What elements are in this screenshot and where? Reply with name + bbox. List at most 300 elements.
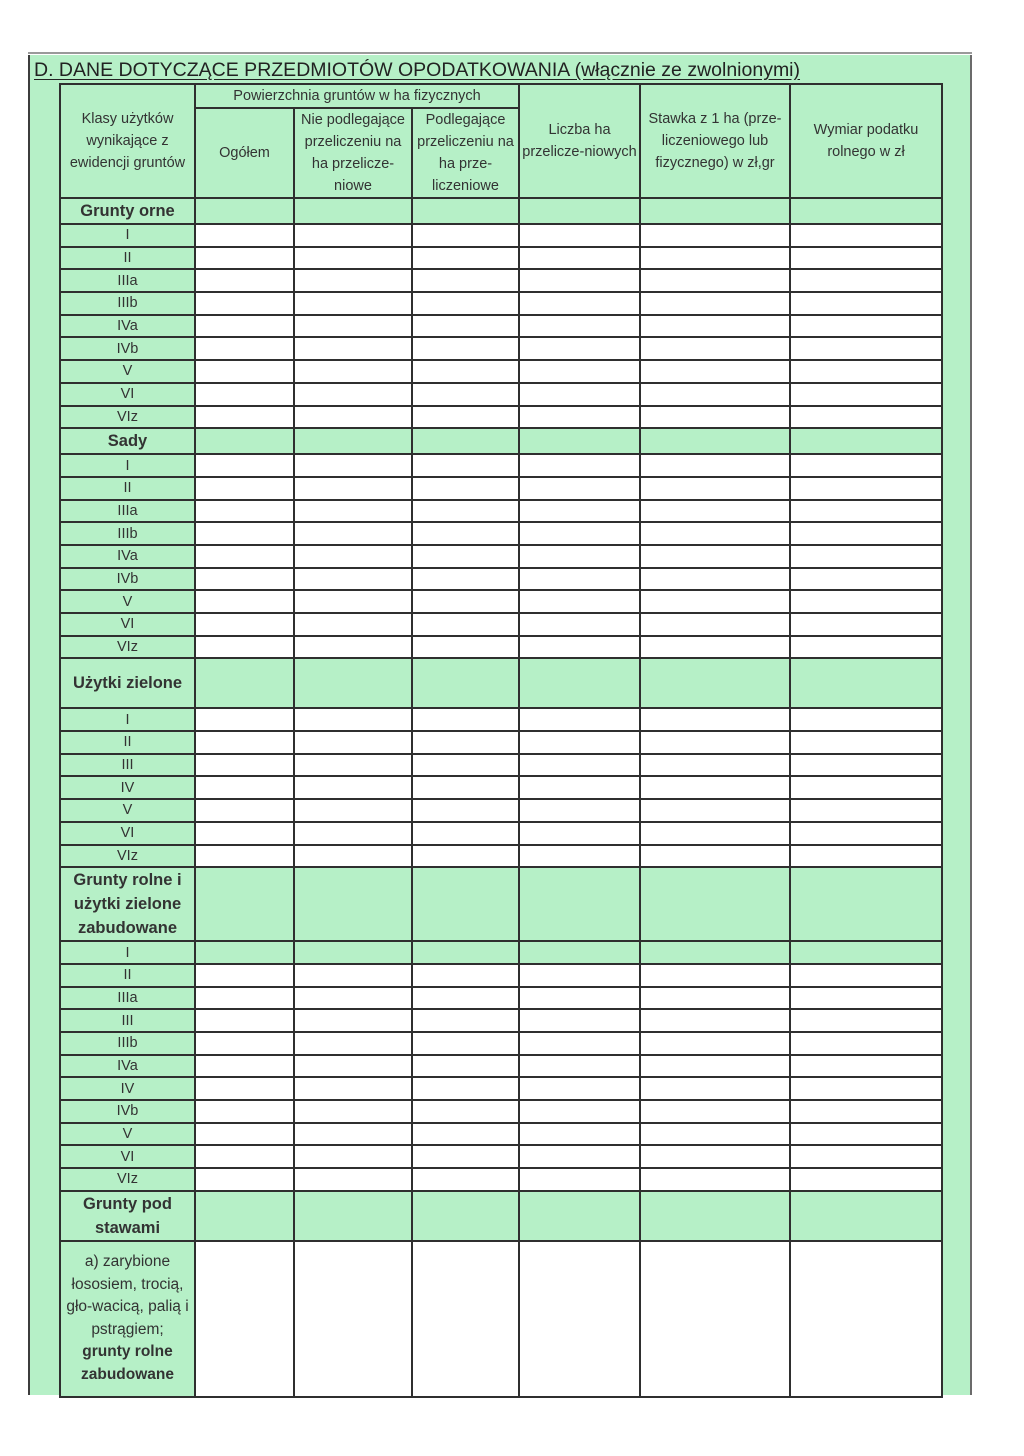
table-row — [60, 754, 942, 777]
area-subject-input[interactable] — [412, 545, 519, 568]
area-not-subject-input[interactable] — [294, 383, 412, 406]
table-row — [60, 776, 942, 799]
area-subject-input[interactable] — [412, 1009, 519, 1032]
converted-ha-input[interactable] — [519, 1100, 640, 1123]
tax-amount-input[interactable] — [790, 731, 942, 754]
area-subject-input[interactable] — [412, 776, 519, 799]
tax-amount-input[interactable] — [790, 590, 942, 613]
converted-ha-input[interactable] — [519, 269, 640, 292]
area-not-subject-input[interactable] — [294, 822, 412, 845]
category-subtotal-cell — [519, 428, 640, 454]
area-total-input[interactable] — [195, 292, 294, 315]
area-not-subject-input[interactable] — [294, 754, 412, 777]
area-subject-input[interactable] — [412, 269, 519, 292]
table-row — [60, 1055, 942, 1078]
area-total-input[interactable] — [195, 636, 294, 659]
converted-ha-input[interactable] — [519, 590, 640, 613]
converted-ha-input[interactable] — [519, 568, 640, 591]
scan-edge — [28, 52, 972, 54]
area-not-subject-input[interactable] — [294, 776, 412, 799]
table-row — [60, 822, 942, 845]
area-not-subject-input[interactable] — [294, 1009, 412, 1032]
area-not-subject-input[interactable] — [294, 545, 412, 568]
area-not-subject-input[interactable] — [294, 360, 412, 383]
area-subject-input[interactable] — [412, 1032, 519, 1055]
converted-ha-input[interactable] — [519, 964, 640, 987]
area-total-input[interactable] — [195, 500, 294, 523]
table-row — [60, 1168, 942, 1191]
land-tax-table — [59, 83, 943, 1398]
area-subject-input[interactable] — [412, 454, 519, 477]
tax-amount-input[interactable] — [790, 1009, 942, 1032]
converted-ha-input[interactable] — [519, 613, 640, 636]
tax-amount-input[interactable] — [790, 292, 942, 315]
area-subject-input[interactable] — [412, 406, 519, 429]
section-d-form — [28, 55, 972, 1395]
converted-ha-input[interactable] — [519, 1077, 640, 1100]
tax-amount-input[interactable] — [790, 337, 942, 360]
area-subject-input[interactable] — [412, 224, 519, 247]
area-total-input[interactable] — [195, 987, 294, 1010]
land-class-label: VIz — [60, 636, 195, 659]
rate-input[interactable] — [640, 269, 790, 292]
land-class-label: III — [60, 1009, 195, 1032]
area-subject-input[interactable] — [412, 941, 519, 964]
table-row — [60, 964, 942, 987]
tax-amount-input[interactable] — [790, 224, 942, 247]
category-row — [60, 1191, 942, 1241]
area-not-subject-input[interactable] — [294, 636, 412, 659]
table-body — [60, 84, 942, 1397]
tax-amount-input[interactable] — [790, 1123, 942, 1146]
area-total-input[interactable] — [195, 360, 294, 383]
converted-ha-input[interactable] — [519, 522, 640, 545]
rate-input[interactable] — [640, 360, 790, 383]
area-total-input[interactable] — [195, 799, 294, 822]
rate-input[interactable] — [640, 406, 790, 429]
area-not-subject-input[interactable] — [294, 987, 412, 1010]
converted-ha-input[interactable] — [519, 315, 640, 338]
rate-input[interactable] — [640, 613, 790, 636]
converted-ha-input[interactable] — [519, 1168, 640, 1191]
area-not-subject-input[interactable] — [294, 568, 412, 591]
rate-input[interactable] — [640, 1168, 790, 1191]
converted-ha-input[interactable] — [519, 845, 640, 868]
tax-amount-input[interactable] — [790, 406, 942, 429]
rate-input[interactable] — [640, 545, 790, 568]
area-not-subject-input[interactable] — [294, 247, 412, 270]
land-class-label: IVb — [60, 568, 195, 591]
header-class-column: Klasy użytków wynikające z ewidencji gruntów — [60, 84, 195, 198]
converted-ha-input[interactable] — [519, 799, 640, 822]
tax-amount-input[interactable] — [790, 568, 942, 591]
area-not-subject-input[interactable] — [294, 1055, 412, 1078]
table-row — [60, 315, 942, 338]
area-not-subject-input[interactable] — [294, 613, 412, 636]
area-total-input[interactable] — [195, 568, 294, 591]
rate-input[interactable] — [640, 1145, 790, 1168]
table-row — [60, 1077, 942, 1100]
area-subject-input[interactable] — [412, 613, 519, 636]
table-row — [60, 845, 942, 868]
land-class-label: I — [60, 454, 195, 477]
area-total-input[interactable] — [195, 964, 294, 987]
tax-amount-input[interactable] — [790, 1168, 942, 1191]
tax-amount-input[interactable] — [790, 522, 942, 545]
area-total-input[interactable] — [195, 1123, 294, 1146]
table-row — [60, 454, 942, 477]
area-subject-input[interactable] — [412, 822, 519, 845]
area-not-subject-input[interactable] — [294, 522, 412, 545]
converted-ha-input[interactable] — [519, 1145, 640, 1168]
area-subject-input[interactable] — [412, 799, 519, 822]
section-title: D. DANE DOTYCZĄCE PRZEDMIOTÓW OPODATKOWANIA (włącznie ze zwolnionymi) — [34, 59, 801, 81]
rate-input[interactable] — [640, 500, 790, 523]
tax-amount-input[interactable] — [790, 636, 942, 659]
ponds-built-text: grunty rolne zabudowane — [80, 1343, 174, 1383]
rate-input[interactable] — [640, 224, 790, 247]
converted-ha-input[interactable] — [519, 1032, 640, 1055]
rate-input[interactable] — [640, 1032, 790, 1055]
land-class-label: IIIb — [60, 522, 195, 545]
area-subject-input[interactable] — [412, 1055, 519, 1078]
rate-input[interactable] — [640, 337, 790, 360]
category-subtotal-cell — [195, 428, 294, 454]
area-not-subject-input[interactable] — [294, 1123, 412, 1146]
rate-input[interactable] — [640, 1009, 790, 1032]
area-total-input[interactable] — [195, 845, 294, 868]
converted-ha-input[interactable] — [519, 1123, 640, 1146]
converted-ha-input[interactable] — [519, 500, 640, 523]
area-subject-input[interactable] — [412, 315, 519, 338]
land-class-label: III — [60, 754, 195, 777]
area-total-input[interactable] — [195, 545, 294, 568]
area-subject-input[interactable] — [412, 1145, 519, 1168]
tax-amount-input[interactable] — [790, 776, 942, 799]
rate-input[interactable] — [640, 247, 790, 270]
land-class-label: IV — [60, 776, 195, 799]
table-row — [60, 1009, 942, 1032]
area-subject-input[interactable] — [412, 590, 519, 613]
table-row — [60, 941, 942, 964]
area-not-subject-input[interactable] — [294, 799, 412, 822]
tax-amount-input[interactable] — [790, 845, 942, 868]
land-class-label: IIIb — [60, 1032, 195, 1055]
area-not-subject-input[interactable] — [294, 500, 412, 523]
area-total-input[interactable] — [195, 941, 294, 964]
table-row — [60, 522, 942, 545]
tax-amount-input[interactable] — [790, 545, 942, 568]
rate-input[interactable] — [640, 1055, 790, 1078]
area-subject-input[interactable] — [412, 360, 519, 383]
area-not-subject-input[interactable] — [294, 1145, 412, 1168]
land-class-label: VIz — [60, 845, 195, 868]
category-subtotal-cell — [294, 428, 412, 454]
area-total-input[interactable] — [195, 822, 294, 845]
area-subject-input[interactable] — [412, 1100, 519, 1123]
rate-input[interactable] — [640, 1100, 790, 1123]
table-row — [60, 360, 942, 383]
tax-amount-input[interactable] — [790, 269, 942, 292]
tax-amount-input[interactable] — [790, 247, 942, 270]
land-class-label: IVb — [60, 1100, 195, 1123]
rate-input[interactable] — [640, 1123, 790, 1146]
area-subject-input[interactable] — [412, 500, 519, 523]
table-row — [60, 545, 942, 568]
tax-amount-input[interactable] — [790, 1241, 942, 1397]
area-not-subject-input[interactable] — [294, 269, 412, 292]
land-class-label: VI — [60, 1145, 195, 1168]
converted-ha-input[interactable] — [519, 708, 640, 731]
area-not-subject-input[interactable] — [294, 337, 412, 360]
header-area-group: Powierzchnia gruntów w ha fizycznych — [195, 84, 519, 108]
area-subject-input[interactable] — [412, 1168, 519, 1191]
rate-input[interactable] — [640, 522, 790, 545]
table-row — [60, 269, 942, 292]
area-total-input[interactable] — [195, 477, 294, 500]
converted-ha-input[interactable] — [519, 383, 640, 406]
rate-input[interactable] — [640, 315, 790, 338]
area-subject-input[interactable] — [412, 247, 519, 270]
area-total-input[interactable] — [195, 776, 294, 799]
area-subject-input[interactable] — [412, 731, 519, 754]
category-subtotal-cell — [519, 198, 640, 224]
area-total-input[interactable] — [195, 522, 294, 545]
area-subject-input[interactable] — [412, 1241, 519, 1397]
rate-input[interactable] — [640, 754, 790, 777]
converted-ha-input[interactable] — [519, 1009, 640, 1032]
area-not-subject-input[interactable] — [294, 1168, 412, 1191]
category-subtotal-cell — [519, 658, 640, 708]
converted-ha-input[interactable] — [519, 731, 640, 754]
area-total-input[interactable] — [195, 1032, 294, 1055]
land-class-label: IVa — [60, 545, 195, 568]
tax-amount-input[interactable] — [790, 360, 942, 383]
rate-input[interactable] — [640, 845, 790, 868]
area-not-subject-input[interactable] — [294, 964, 412, 987]
tax-amount-input[interactable] — [790, 477, 942, 500]
tax-amount-input[interactable] — [790, 1145, 942, 1168]
category-label: Użytki zielone — [60, 658, 195, 708]
rate-input[interactable] — [640, 477, 790, 500]
area-not-subject-input[interactable] — [294, 941, 412, 964]
area-not-subject-input[interactable] — [294, 454, 412, 477]
table-row — [60, 987, 942, 1010]
tax-amount-input[interactable] — [790, 613, 942, 636]
tax-amount-input[interactable] — [790, 754, 942, 777]
converted-ha-input[interactable] — [519, 987, 640, 1010]
area-subject-input[interactable] — [412, 383, 519, 406]
area-total-input[interactable] — [195, 613, 294, 636]
area-total-input[interactable] — [195, 731, 294, 754]
rate-input[interactable] — [640, 731, 790, 754]
area-total-input[interactable] — [195, 708, 294, 731]
category-subtotal-cell — [640, 867, 790, 941]
area-subject-input[interactable] — [412, 1123, 519, 1146]
table-row — [60, 224, 942, 247]
header-not-subject-column: Nie podlegające przeliczeniu na ha przelicze-niowe — [294, 108, 412, 198]
area-total-input[interactable] — [195, 590, 294, 613]
area-total-input[interactable] — [195, 315, 294, 338]
tax-amount-input[interactable] — [790, 1032, 942, 1055]
table-row — [60, 1145, 942, 1168]
category-subtotal-cell — [790, 658, 942, 708]
area-subject-input[interactable] — [412, 636, 519, 659]
rate-input[interactable] — [640, 964, 790, 987]
area-not-subject-input[interactable] — [294, 1241, 412, 1397]
area-total-input[interactable] — [195, 1055, 294, 1078]
category-subtotal-cell — [294, 658, 412, 708]
category-row — [60, 867, 942, 941]
converted-ha-input[interactable] — [519, 292, 640, 315]
area-not-subject-input[interactable] — [294, 292, 412, 315]
area-subject-input[interactable] — [412, 292, 519, 315]
area-subject-input[interactable] — [412, 708, 519, 731]
land-class-label: I — [60, 224, 195, 247]
area-total-input[interactable] — [195, 224, 294, 247]
converted-ha-input[interactable] — [519, 406, 640, 429]
tax-amount-input[interactable] — [790, 1077, 942, 1100]
land-class-label: IVb — [60, 337, 195, 360]
converted-ha-input[interactable] — [519, 224, 640, 247]
converted-ha-input[interactable] — [519, 247, 640, 270]
land-class-label: II — [60, 477, 195, 500]
area-subject-input[interactable] — [412, 568, 519, 591]
header-total-column: Ogółem — [195, 108, 294, 198]
land-class-label: V — [60, 360, 195, 383]
area-total-input[interactable] — [195, 406, 294, 429]
converted-ha-input[interactable] — [519, 754, 640, 777]
converted-ha-input[interactable] — [519, 636, 640, 659]
rate-input[interactable] — [640, 822, 790, 845]
category-subtotal-cell — [412, 1191, 519, 1241]
tax-amount-input[interactable] — [790, 708, 942, 731]
area-total-input[interactable] — [195, 1009, 294, 1032]
area-subject-input[interactable] — [412, 337, 519, 360]
land-class-label: IIIa — [60, 987, 195, 1010]
rate-input[interactable] — [640, 987, 790, 1010]
area-subject-input[interactable] — [412, 964, 519, 987]
category-subtotal-cell — [640, 1191, 790, 1241]
tax-amount-input[interactable] — [790, 964, 942, 987]
area-subject-input[interactable] — [412, 1077, 519, 1100]
category-row — [60, 658, 942, 708]
area-subject-input[interactable] — [412, 477, 519, 500]
area-total-input[interactable] — [195, 269, 294, 292]
tax-amount-input[interactable] — [790, 799, 942, 822]
table-row — [60, 383, 942, 406]
area-total-input[interactable] — [195, 337, 294, 360]
rate-input[interactable] — [640, 454, 790, 477]
converted-ha-input[interactable] — [519, 360, 640, 383]
converted-ha-input[interactable] — [519, 776, 640, 799]
area-not-subject-input[interactable] — [294, 731, 412, 754]
tax-amount-input[interactable] — [790, 315, 942, 338]
area-subject-input[interactable] — [412, 754, 519, 777]
tax-amount-input[interactable] — [790, 383, 942, 406]
area-subject-input[interactable] — [412, 987, 519, 1010]
converted-ha-input[interactable] — [519, 822, 640, 845]
converted-ha-input[interactable] — [519, 1055, 640, 1078]
area-total-input[interactable] — [195, 247, 294, 270]
table-row — [60, 613, 942, 636]
area-not-subject-input[interactable] — [294, 1077, 412, 1100]
rate-input[interactable] — [640, 636, 790, 659]
table-row — [60, 247, 942, 270]
table-row — [60, 731, 942, 754]
rate-input[interactable] — [640, 590, 790, 613]
category-subtotal-cell — [294, 867, 412, 941]
land-class-label: VI — [60, 822, 195, 845]
area-not-subject-input[interactable] — [294, 477, 412, 500]
area-subject-input[interactable] — [412, 522, 519, 545]
land-class-label: I — [60, 941, 195, 964]
tax-amount-input[interactable] — [790, 941, 942, 964]
converted-ha-input[interactable] — [519, 454, 640, 477]
land-class-label: II — [60, 964, 195, 987]
rate-input[interactable] — [640, 1077, 790, 1100]
tax-amount-input[interactable] — [790, 1100, 942, 1123]
rate-input[interactable] — [640, 292, 790, 315]
tax-amount-input[interactable] — [790, 987, 942, 1010]
category-subtotal-cell — [790, 867, 942, 941]
converted-ha-input[interactable] — [519, 477, 640, 500]
header-tax-column: Wymiar podatku rolnego w zł — [790, 84, 942, 198]
tax-amount-input[interactable] — [790, 822, 942, 845]
tax-amount-input[interactable] — [790, 454, 942, 477]
converted-ha-input[interactable] — [519, 545, 640, 568]
rate-input[interactable] — [640, 568, 790, 591]
area-total-input[interactable] — [195, 754, 294, 777]
converted-ha-input[interactable] — [519, 941, 640, 964]
category-label: Sady — [60, 428, 195, 454]
category-subtotal-cell — [412, 658, 519, 708]
category-subtotal-cell — [294, 1191, 412, 1241]
area-not-subject-input[interactable] — [294, 1032, 412, 1055]
area-not-subject-input[interactable] — [294, 224, 412, 247]
area-not-subject-input[interactable] — [294, 590, 412, 613]
tax-amount-input[interactable] — [790, 1055, 942, 1078]
converted-ha-input[interactable] — [519, 1241, 640, 1397]
category-subtotal-cell — [195, 867, 294, 941]
area-total-input[interactable] — [195, 1100, 294, 1123]
land-class-label: VIz — [60, 1168, 195, 1191]
area-total-input[interactable] — [195, 1077, 294, 1100]
rate-input[interactable] — [640, 776, 790, 799]
table-row — [60, 568, 942, 591]
area-total-input[interactable] — [195, 1168, 294, 1191]
rate-input[interactable] — [640, 799, 790, 822]
rate-input[interactable] — [640, 941, 790, 964]
area-subject-input[interactable] — [412, 845, 519, 868]
area-not-subject-input[interactable] — [294, 1100, 412, 1123]
area-total-input[interactable] — [195, 454, 294, 477]
area-not-subject-input[interactable] — [294, 845, 412, 868]
rate-input[interactable] — [640, 708, 790, 731]
tax-amount-input[interactable] — [790, 500, 942, 523]
area-total-input[interactable] — [195, 383, 294, 406]
area-not-subject-input[interactable] — [294, 406, 412, 429]
header-converted-column: Liczba ha przelicze-niowych — [519, 84, 640, 198]
area-not-subject-input[interactable] — [294, 708, 412, 731]
area-total-input[interactable] — [195, 1145, 294, 1168]
area-not-subject-input[interactable] — [294, 315, 412, 338]
converted-ha-input[interactable] — [519, 337, 640, 360]
rate-input[interactable] — [640, 1241, 790, 1397]
category-row — [60, 198, 942, 224]
area-total-input[interactable] — [195, 1241, 294, 1397]
rate-input[interactable] — [640, 383, 790, 406]
